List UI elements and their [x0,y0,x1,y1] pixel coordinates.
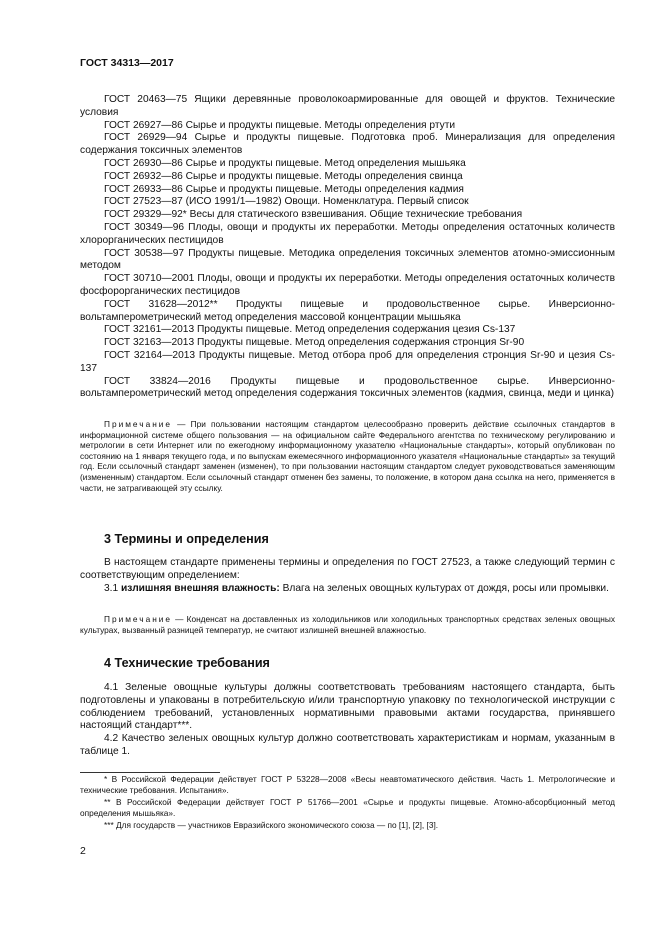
reference-item: ГОСТ 26927—86 Сырье и продукты пищевые. Методы определения ртути [104,119,456,131]
reference-item: ГОСТ 20463—75 Ящики деревянные проволокоармированные для овощей и фруктов. Технические условия [80,94,615,118]
reference-item: ГОСТ 26933—86 Сырье и продукты пищевые. Методы определения кадмия [104,183,464,195]
note-text: — Конденсат на доставленных из холодильников или холодильных транспортных средствах зеленых овощных культурах, вызванный разницей температур, не считают излишней внешней влажностью. [80,614,615,635]
reference-item: ГОСТ 32164—2013 Продукты пищевые. Метод отбора проб для определения стронция Sr-90 и цезия Cs-137 [80,349,615,374]
footnote-separator [80,772,220,773]
reference-item: ГОСТ 26930—86 Сырье и продукты пищевые. Метод определения мышьяка [104,157,466,169]
reference-item: ГОСТ 32161—2013 Продукты пищевые. Метод определения содержания цезия Cs-137 [104,324,516,336]
term-definition [80,583,615,596]
section-4-body [80,682,615,759]
reference-item: ГОСТ 26932—86 Сырье и продукты пищевые. Методы определения свинца [104,170,463,182]
section-3-intro: В настоящем стандарте применены термины и определения по ГОСТ 27523, а также следующий термин с соответствующим определением: [80,557,615,581]
footnotes [80,774,615,833]
reference-item: ГОСТ 30538—97 Продукты пищевые. Методика определения токсичных элементов атомно-эмиссионным методом [80,247,615,272]
footnote: ** В Российской Федерации действует ГОСТ Р 51766—2001 «Сырье и продукты пищевые. Атомно-абсорбционный метод определения мышьяка». [80,797,615,818]
reference-item: ГОСТ 30349—96 Плоды, овощи и продукты их переработки. Методы определения остаточных количеств хлорорганических пестицидов [80,221,615,246]
reference-item: ГОСТ 33824—2016 Продукты пищевые и продовольственное сырье. Инверсионно-вольтамперометрический метод определения содержания токсичных элементов (кадмия, свинца, меди и цинка) [80,375,615,400]
footnote: * В Российской Федерации действует ГОСТ Р 53228—2008 «Весы неавтоматического действия. Часть 1. Метрологические и технические требования. Испытания». [80,774,615,795]
clause-4-1: 4.1 Зеленые овощные культуры должны соответствовать требованиям настоящего стандарта, быть подготовлены и упакованы в потребительскую и/или транспортную упаковку по технологической инструкции с соблюдением требований, установленных нормативными правовыми актами государства, принявшего настоящий стандарт***. [80,682,615,732]
page-number: 2 [80,845,86,857]
reference-item: ГОСТ 26929—94 Сырье и продукты пищевые. Подготовка проб. Минерализация для определения содержания токсичных элементов [80,132,615,157]
section-4-heading: 4 Технические требования [104,656,270,670]
clause-4-2: 4.2 Качество зеленых овощных культур должно соответствовать характеристикам и нормам, указанным в таблице 1. [80,733,615,757]
references-note [80,419,615,493]
term-note [80,614,615,635]
reference-item: ГОСТ 32163—2013 Продукты пищевые. Метод определения содержания стронция Sr-90 [104,337,525,349]
reference-item: ГОСТ 30710—2001 Плоды, овощи и продукты их переработки. Методы определения остаточных количеств фосфорорганических пестицидов [80,273,615,297]
term-name: излишняя внешняя влажность: [121,582,280,594]
normative-references-list [80,94,615,401]
note-label: Примечание [104,419,173,429]
reference-item: ГОСТ 31628—2012** Продукты пищевые и продовольственное сырье. Инверсионно-вольтамперометрический метод определения массовой концентрации мышьяка [80,298,615,323]
note-text: — При пользовании настоящим стандартом целесообразно проверить действие ссылочных стандартов в информационной системе общего пользования — на официальном сайте Федерального агентства по техническому регулированию и метрологии в сети Интернет или по ежегодному информационному указателю «Национальные стандарты», который опубликован по состоянию на 1 января текущего года, и по выпускам ежемесячного информационного указателя «Национальные стандарты» за текущий год. Если ссылочный стандарт заменен (изменен), то при пользовании настоящим стандартом следует руководствоваться заменяющим (измененным) стандартом. Если ссылочный стандарт отменен без замены, то положение, в котором дана ссылка на него, применяется в части, не затрагивающей эту ссылку. [80,419,615,493]
term-number: 3.1 [104,582,121,594]
term-text: Влага на зеленых овощных культурах от дождя, росы или промывки. [279,582,609,594]
section-3-heading: 3 Термины и определения [104,532,269,546]
footnote: *** Для государств — участников Евразийского экономического союза — по [1], [2], [3]. [104,820,439,831]
section-3-body [80,557,615,595]
document-code: ГОСТ 34313—2017 [80,57,174,69]
reference-item: ГОСТ 29329—92* Весы для статического взвешивания. Общие технические требования [104,209,523,221]
reference-item: ГОСТ 27523—87 (ИСО 1991/1—1982) Овощи. Номенклатура. Первый список [104,196,469,208]
note-label: Примечание [104,614,173,624]
